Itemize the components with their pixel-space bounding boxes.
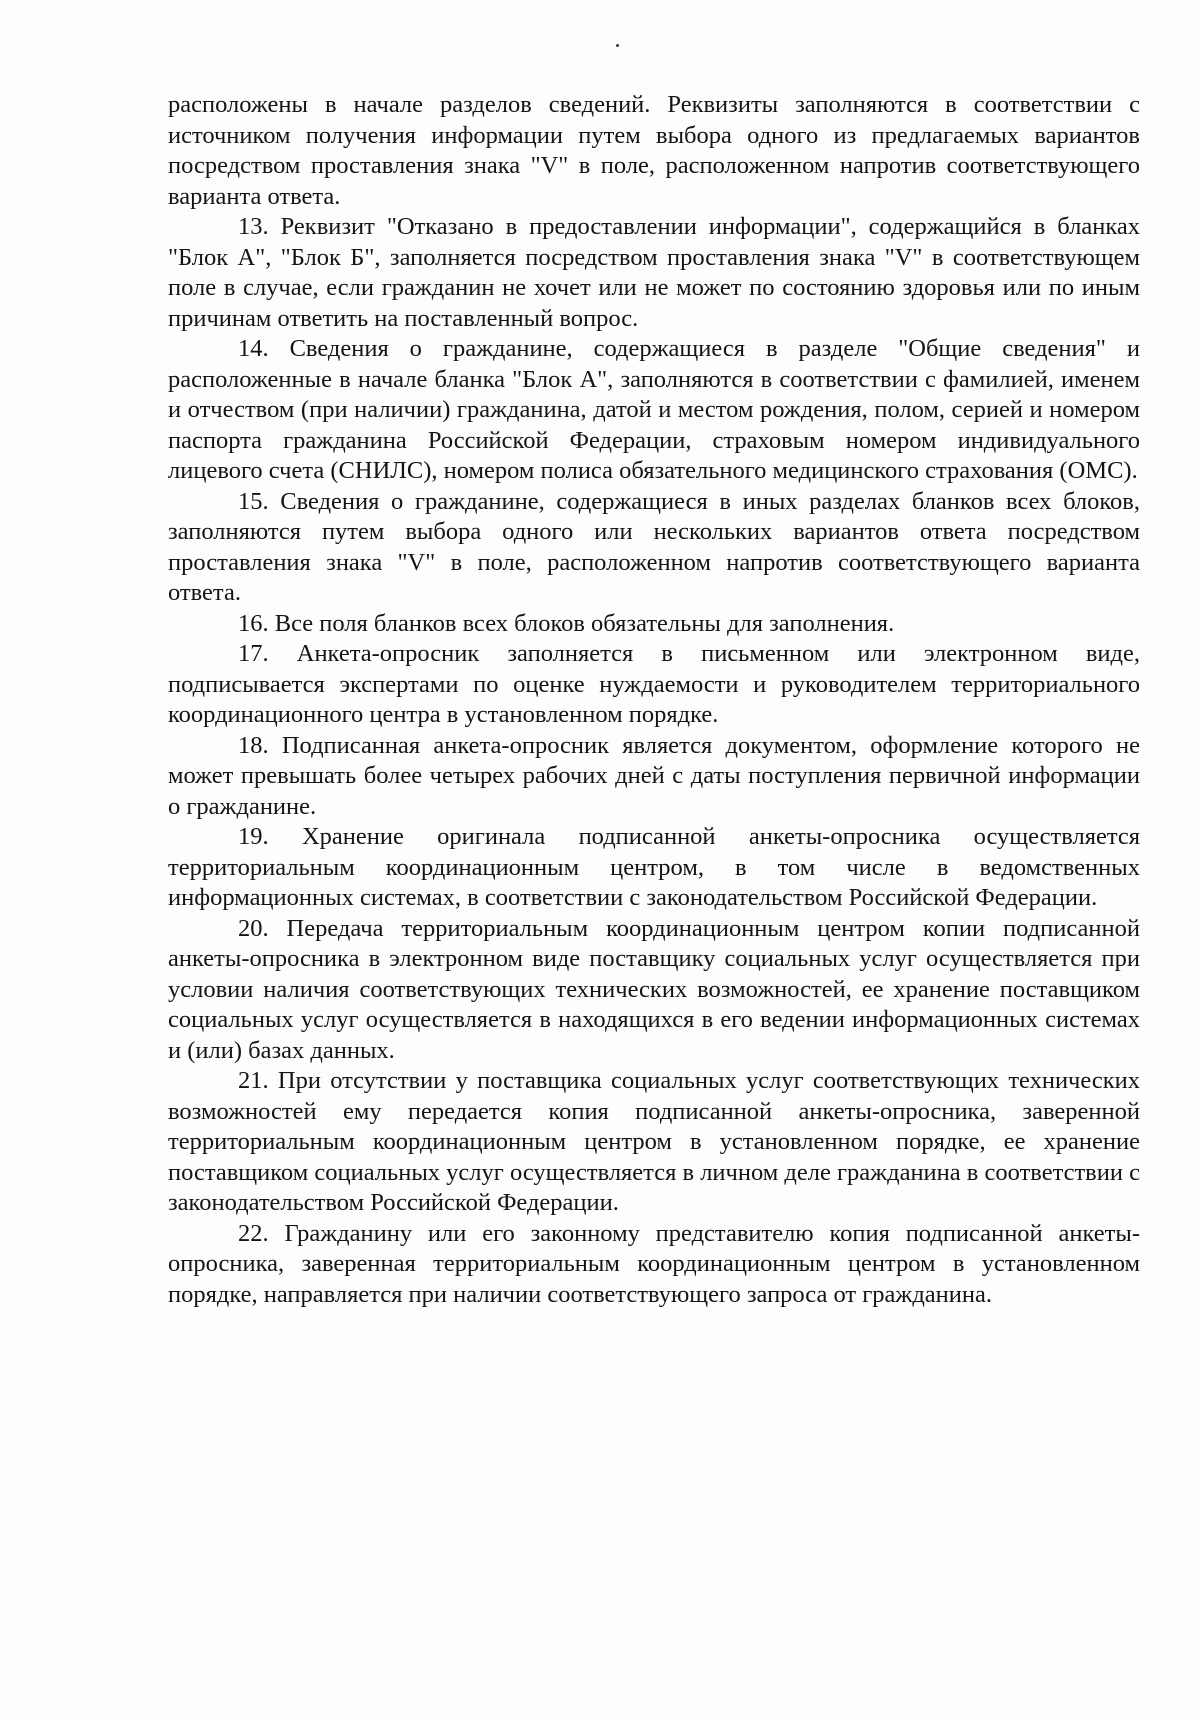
paragraph-12-continuation: расположены в начале разделов сведений. Реквизиты заполняются в соответствии с источником получения информации путем выбора одного из предлагаемых вариантов посредством проставления знака "V" в поле, расположенном напротив соответствующего варианта ответа. (168, 91, 1140, 210)
scan-speck (616, 44, 619, 47)
paragraph-15: 15. Сведения о гражданине, содержащиеся в иных разделах бланков всех блоков, заполняются путем выбора одного или нескольких вариантов ответа посредством проставления знака "V" в поле, расположенном напротив соответствующего варианта ответа. (168, 487, 1140, 606)
paragraph-22: 22. Гражданину или его законному представителю копия подписанной анкеты-опросника, заверенная территориальным координационным центром в установленном порядке, направляется при наличии соответствующего запроса от гражданина. (168, 1219, 1140, 1308)
paragraph-18: 18. Подписанная анкета-опросник является документом, оформление которого не может превышать более четырех рабочих дней с даты поступления первичной информации о гражданине. (168, 731, 1140, 820)
paragraph-20: 20. Передача территориальным координационным центром копии подписанной анкеты-опросника в электронном виде поставщику социальных услуг осуществляется при условии наличия соответствующих технических возможностей, ее хранение поставщиком социальных услуг осуществляется в находящихся в его ведении информационных системах и (или) базах данных. (168, 914, 1140, 1064)
paragraph-14: 14. Сведения о гражданине, содержащиеся в разделе "Общие сведения" и расположенные в начале бланка "Блок А", заполняются в соответствии с фамилией, именем и отчеством (при наличии) гражданина, датой и местом рождения, полом, серией и номером паспорта гражданина Российской Федерации, страховым номером индивидуального лицевого счета (СНИЛС), номером полиса обязательного медицинского страхования (ОМС). (168, 335, 1140, 484)
paragraph-19: 19. Хранение оригинала подписанной анкеты-опросника осуществляется территориальным координационным центром, в том числе в ведомственных информационных системах, в соответствии с законодательством Российской Федерации. (168, 823, 1140, 911)
paragraph-16: 16. Все поля бланков всех блоков обязательны для заполнения. (238, 609, 895, 637)
document-body (168, 90, 1140, 1310)
paragraph-21: 21. При отсутствии у поставщика социальных услуг соответствующих технических возможностей ему передается копия подписанной анкеты-опросника, заверенной территориальным координационным центром в установленном порядке, ее хранение поставщиком социальных услуг осуществляется в личном деле гражданина в соответствии с законодательством Российской Федерации. (168, 1067, 1140, 1216)
paragraph-13: 13. Реквизит "Отказано в предоставлении информации", содержащийся в бланках "Блок А", "Блок Б", заполняется посредством проставления знака "V" в соответствующем поле в случае, если гражданин не хочет или не может по состоянию здоровья или по иным причинам ответить на поставленный вопрос. (168, 213, 1140, 332)
paragraph-17: 17. Анкета-опросник заполняется в письменном или электронном виде, подписывается экспертами по оценке нуждаемости и руководителем территориального координационного центра в установленном порядке. (168, 640, 1140, 728)
